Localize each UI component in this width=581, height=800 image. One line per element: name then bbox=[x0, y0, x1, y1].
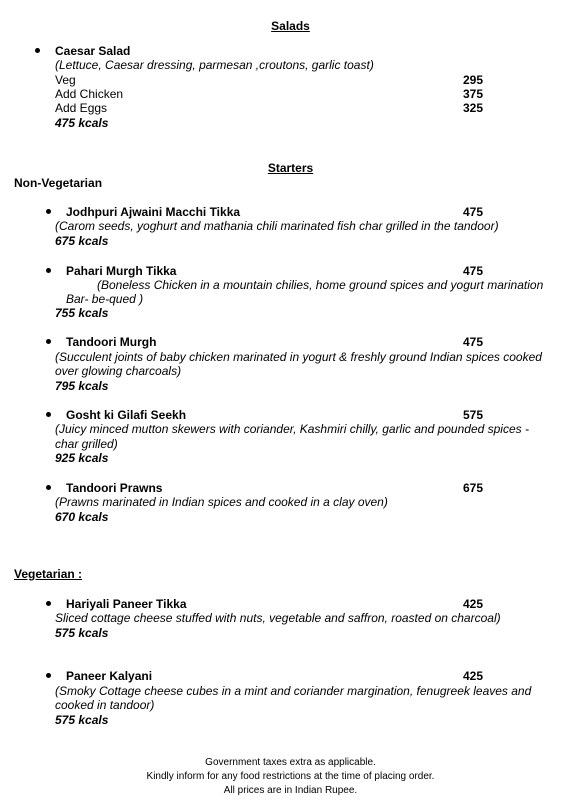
option-label: Add Chicken bbox=[55, 87, 124, 101]
item-kcals: 575 kcals bbox=[55, 713, 109, 727]
veg-label: Vegetarian : bbox=[14, 567, 83, 581]
item-description: (Lettuce, Caesar dressing, parmesan ,croutons, garlic toast) bbox=[55, 58, 374, 72]
item-name: Caesar Salad bbox=[55, 44, 131, 58]
bullet-icon bbox=[46, 485, 51, 490]
item-kcals: 575 kcals bbox=[55, 626, 109, 640]
item-kcals: 670 kcals bbox=[55, 510, 109, 524]
bullet-icon bbox=[46, 209, 51, 214]
item-description: (Juicy minced mutton skewers with coriander, Kashmiri chilly, garlic and pounded spices - bbox=[55, 422, 529, 436]
option-price: 325 bbox=[463, 101, 484, 115]
bullet-icon bbox=[46, 268, 51, 273]
item-kcals: 475 kcals bbox=[55, 116, 109, 130]
item-description: cooked in tandoor) bbox=[55, 698, 155, 712]
item-price: 575 bbox=[463, 408, 484, 422]
item-description: (Succulent joints of baby chicken marinated in yogurt & freshly ground Indian spices cooked bbox=[55, 350, 542, 364]
item-price: 475 bbox=[463, 335, 484, 349]
starters-heading: Starters bbox=[267, 161, 314, 175]
option-label: Veg bbox=[55, 73, 76, 87]
item-name: Tandoori Murgh bbox=[66, 335, 157, 349]
non-veg-label: Non-Vegetarian bbox=[14, 176, 103, 190]
option-label: Add Eggs bbox=[55, 101, 108, 115]
item-price: 475 bbox=[463, 264, 484, 278]
item-price: 425 bbox=[463, 597, 484, 611]
item-description: (Boneless Chicken in a mountain chilies, home ground spices and yogurt marination bbox=[97, 278, 544, 292]
salads-heading: Salads bbox=[271, 19, 310, 33]
bullet-icon bbox=[46, 601, 51, 606]
bullet-icon bbox=[35, 48, 40, 53]
item-kcals: 795 kcals bbox=[55, 379, 109, 393]
item-name: Gosht ki Gilafi Seekh bbox=[66, 408, 187, 422]
item-description: Sliced cottage cheese stuffed with nuts, vegetable and saffron, roasted on charcoal) bbox=[55, 611, 501, 625]
item-description: (Prawns marinated in Indian spices and cooked in a clay oven) bbox=[55, 495, 388, 509]
item-name: Jodhpuri Ajwaini Macchi Tikka bbox=[66, 205, 241, 219]
item-name: Tandoori Prawns bbox=[66, 481, 163, 495]
item-description: (Carom seeds, yoghurt and mathania chili marinated fish char grilled in the tandoor) bbox=[55, 219, 499, 233]
footer-restrictions-note: Kindly inform for any food restrictions at the time of placing order. bbox=[146, 771, 435, 782]
option-price: 295 bbox=[463, 73, 484, 87]
item-price: 475 bbox=[463, 205, 484, 219]
item-kcals: 675 kcals bbox=[55, 234, 109, 248]
bullet-icon bbox=[46, 412, 51, 417]
item-description: over glowing charcoals) bbox=[55, 364, 182, 378]
footer-taxes-note: Government taxes extra as applicable. bbox=[205, 757, 376, 768]
item-kcals: 925 kcals bbox=[55, 451, 109, 465]
item-name: Hariyali Paneer Tikka bbox=[66, 597, 187, 611]
item-description: char grilled) bbox=[55, 437, 118, 451]
item-kcals: 755 kcals bbox=[55, 306, 109, 320]
item-description: Bar- be-qued ) bbox=[66, 292, 144, 306]
footer-currency-note: All prices are in Indian Rupee. bbox=[223, 785, 358, 796]
item-price: 425 bbox=[463, 669, 484, 683]
bullet-icon bbox=[46, 673, 51, 678]
item-name: Paneer Kalyani bbox=[66, 669, 153, 683]
option-price: 375 bbox=[463, 87, 484, 101]
item-description: (Smoky Cottage cheese cubes in a mint and coriander margination, fenugreek leaves and bbox=[55, 684, 532, 698]
item-price: 675 bbox=[463, 481, 484, 495]
item-name: Pahari Murgh Tikka bbox=[66, 264, 177, 278]
bullet-icon bbox=[46, 339, 51, 344]
